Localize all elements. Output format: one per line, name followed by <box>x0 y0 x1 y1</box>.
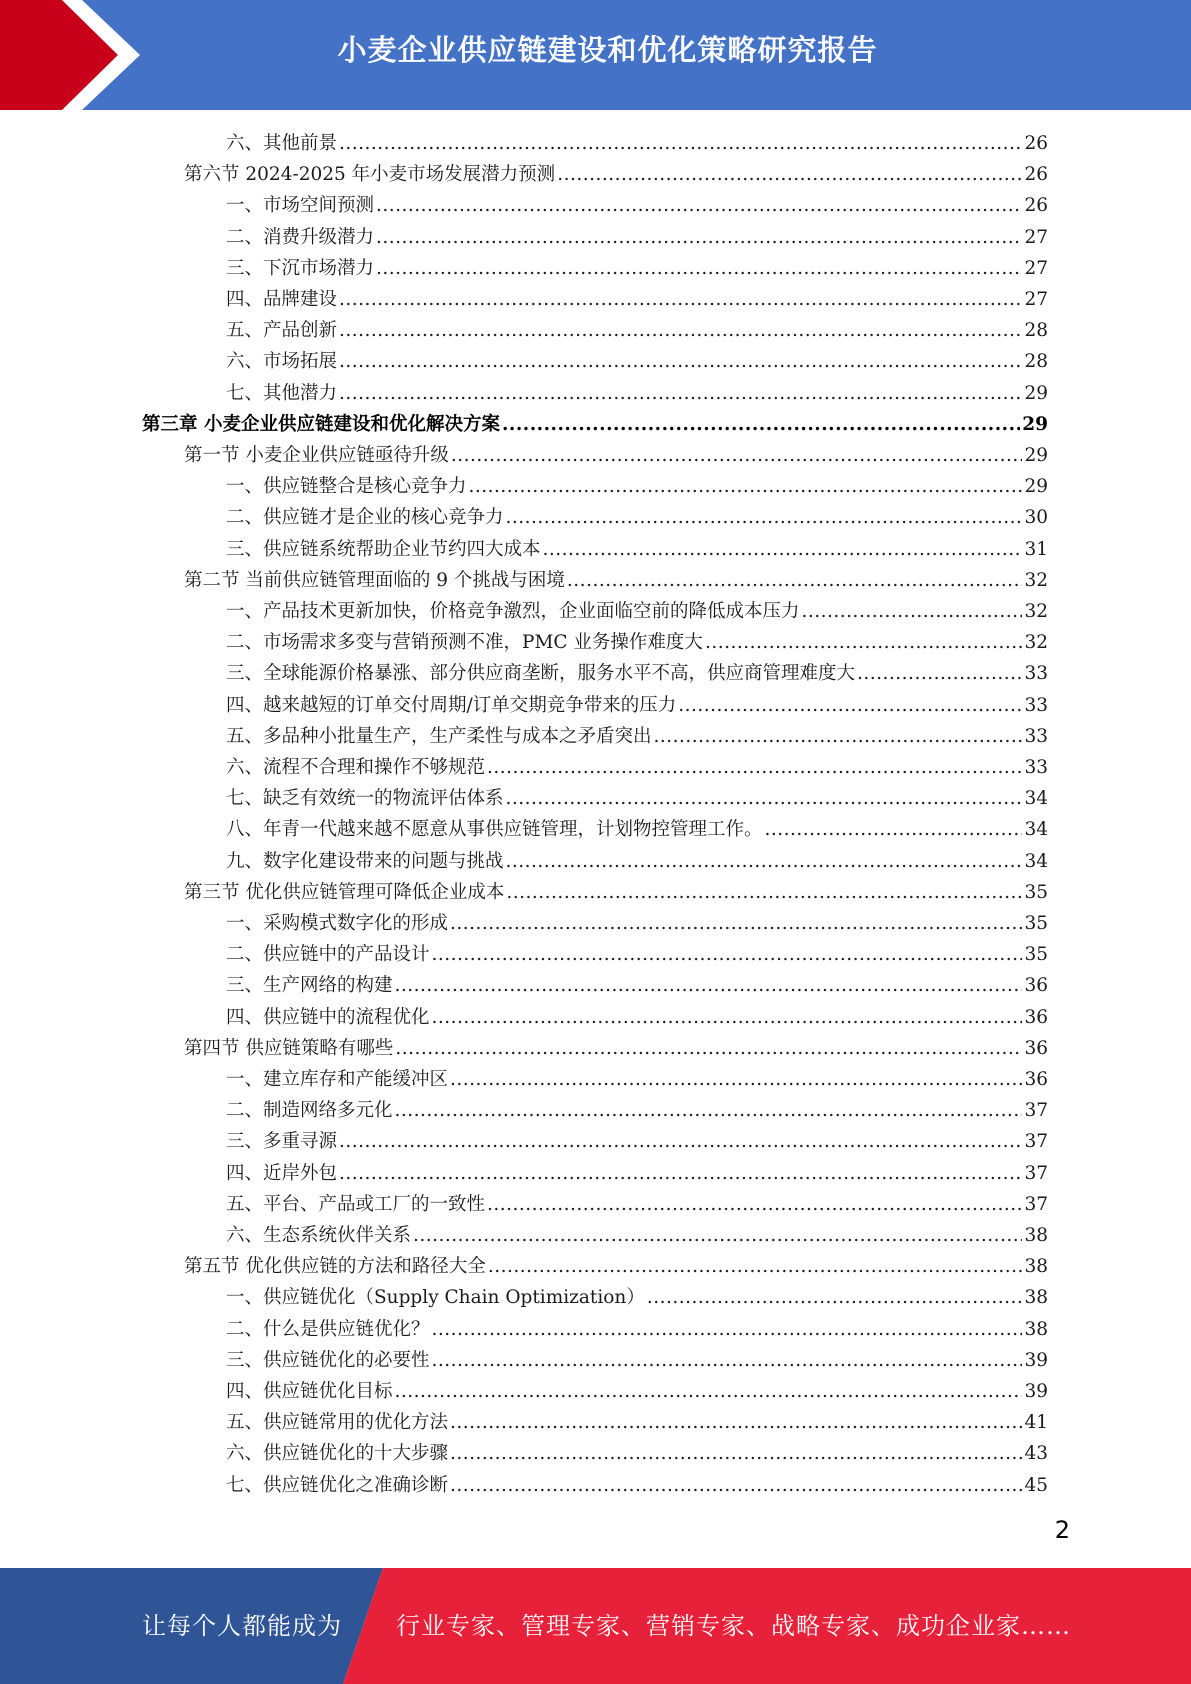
dot-leader <box>450 1064 1022 1095</box>
toc-entry-page: 26 <box>1024 195 1048 217</box>
dot-leader <box>376 253 1022 284</box>
dot-leader <box>802 596 1023 627</box>
toc-entry-title: 六、生态系统伙伴关系 <box>226 1225 412 1246</box>
dot-leader <box>654 721 1023 752</box>
toc-item[interactable] <box>226 1407 1048 1438</box>
dot-leader <box>432 1002 1023 1033</box>
toc-entry-page: 28 <box>1024 320 1048 342</box>
report-title: 小麦企业供应链建设和优化策略研究报告 <box>337 33 878 67</box>
dot-leader <box>395 1376 1023 1407</box>
toc-entry-title: 一、供应链优化（Supply Chain Optimization） <box>226 1287 645 1309</box>
toc-entry-page: 38 <box>1024 1256 1048 1278</box>
toc-item[interactable] <box>226 1158 1048 1189</box>
toc-entry-page: 36 <box>1024 975 1048 997</box>
toc-entry-title: 五、供应链常用的优化方法 <box>226 1412 449 1434</box>
toc-entry-page: 37 <box>1024 1162 1048 1184</box>
toc-entry-title: 一、采购模式数字化的形成 <box>226 913 449 934</box>
toc-entry-title: 八、年青一代越来越不愿意从事供应链管理，计划物控管理工作。 <box>226 819 763 841</box>
toc-entry-title: 二、什么是供应链优化？ <box>226 1318 430 1340</box>
toc-entry-page: 38 <box>1024 1318 1048 1340</box>
toc-entry-page: 26 <box>1024 164 1048 186</box>
dot-leader <box>765 814 1023 845</box>
dot-leader <box>450 1438 1022 1469</box>
toc-entry-page: 29 <box>1024 445 1048 466</box>
dot-leader <box>395 1095 1023 1126</box>
toc-entry-page: 33 <box>1024 663 1048 685</box>
toc-entry-title: 一、供应链整合是核心竞争力 <box>226 476 467 498</box>
toc-entry-title: 第三节 优化供应链管理可降低企业成本 <box>184 881 505 903</box>
toc-item[interactable] <box>226 970 1048 1001</box>
toc-section[interactable] <box>184 565 1048 596</box>
dot-leader <box>488 1251 1023 1282</box>
toc-entry-page: 27 <box>1024 289 1048 310</box>
dot-leader <box>395 970 1023 1001</box>
toc-entry-page: 29 <box>1024 382 1048 404</box>
toc-entry-page: 28 <box>1024 351 1048 373</box>
toc-entry-title: 第三章 小麦企业供应链建设和优化解决方案 <box>142 413 500 435</box>
dot-leader <box>487 752 1022 783</box>
toc-entry-page: 29 <box>1024 476 1048 498</box>
toc-entry-title: 四、品牌建设 <box>226 289 338 310</box>
toc-entry-title: 三、生产网络的构建 <box>226 975 393 997</box>
dot-leader <box>506 846 1023 877</box>
toc-entry-page: 32 <box>1024 601 1048 622</box>
toc-entry-title: 五、平台、产品或工厂的一致性 <box>226 1193 486 1215</box>
dot-leader <box>557 159 1022 190</box>
dot-leader <box>506 502 1023 533</box>
toc-entry-title: 七、缺乏有效统一的物流评估体系 <box>226 788 504 810</box>
dot-leader <box>450 1407 1022 1438</box>
toc-item[interactable] <box>226 284 1048 315</box>
toc-entry-page: 36 <box>1024 1006 1048 1028</box>
toc-entry-title: 二、供应链中的产品设计 <box>226 944 430 966</box>
dot-leader <box>502 409 1020 440</box>
footer-slogan-right: 行业专家、管理专家、营销专家、战略专家、成功企业家…… <box>396 1612 1071 1640</box>
dot-leader <box>543 534 1023 565</box>
toc-item[interactable] <box>226 128 1048 159</box>
dot-leader <box>432 1345 1023 1376</box>
toc-entry-title: 四、越来越短的订单交付周期/订单交期竞争带来的压力 <box>226 694 677 716</box>
toc-entry-title: 第四节 供应链策略有哪些 <box>184 1037 394 1059</box>
dot-leader <box>339 128 1022 159</box>
dot-leader <box>678 690 1022 721</box>
toc-section[interactable] <box>184 1033 1048 1064</box>
toc-entry-page: 45 <box>1024 1474 1048 1496</box>
toc-item[interactable] <box>226 1345 1048 1376</box>
dot-leader <box>567 565 1023 596</box>
toc-entry-title: 四、供应链优化目标 <box>226 1381 393 1402</box>
toc-entry-title: 五、产品创新 <box>226 320 338 342</box>
toc-entry-title: 七、其他潜力 <box>226 382 338 404</box>
toc-section[interactable] <box>184 159 1048 190</box>
toc-item[interactable] <box>226 1470 1048 1501</box>
footer-slogan-left: 让每个人都能成为 <box>142 1612 342 1640</box>
toc-entry-title: 七、供应链优化之准确诊断 <box>226 1474 449 1496</box>
dot-leader <box>413 1220 1022 1251</box>
toc-entry-page: 38 <box>1024 1287 1048 1309</box>
toc-entry-title: 一、产品技术更新加快，价格竞争激烈，企业面临空前的降低成本压力 <box>226 601 800 622</box>
page-number: 2 <box>1054 1516 1070 1544</box>
dot-leader <box>432 1314 1023 1345</box>
report-header <box>0 0 1191 110</box>
dot-leader <box>705 627 1023 658</box>
toc-entry-title: 第二节 当前供应链管理面临的 9 个挑战与困境 <box>184 569 565 591</box>
toc-entry-page: 37 <box>1024 1100 1048 1122</box>
dot-leader <box>647 1282 1023 1313</box>
toc-entry-title: 六、市场拓展 <box>226 351 338 373</box>
toc-entry-title: 三、多重寻源 <box>226 1131 338 1153</box>
dot-leader <box>376 190 1022 221</box>
toc-entry-title: 三、供应链优化的必要性 <box>226 1349 430 1371</box>
toc-entry-page: 32 <box>1024 632 1048 654</box>
toc-entry-title: 第六节 2024-2025 年小麦市场发展潜力预测 <box>184 164 556 186</box>
toc-entry-page: 35 <box>1024 881 1048 903</box>
dot-leader <box>857 658 1022 689</box>
toc-entry-page: 34 <box>1024 819 1048 841</box>
dot-leader <box>339 315 1022 346</box>
dot-leader <box>339 1126 1022 1157</box>
toc-entry-page: 39 <box>1024 1381 1048 1402</box>
dot-leader <box>395 1033 1022 1064</box>
toc-item[interactable] <box>226 1438 1048 1469</box>
toc-entry-title: 二、制造网络多元化 <box>226 1100 393 1122</box>
toc-item[interactable] <box>226 1376 1048 1407</box>
toc-entry-page: 26 <box>1024 133 1048 154</box>
toc-chapter[interactable] <box>142 409 1048 440</box>
toc-item[interactable] <box>226 1282 1048 1313</box>
toc-entry-page: 39 <box>1024 1349 1048 1371</box>
toc-entry-title: 一、市场空间预测 <box>226 195 375 217</box>
toc-entry-page: 29 <box>1022 413 1048 435</box>
dot-leader <box>451 440 1023 471</box>
toc-item[interactable] <box>226 253 1048 284</box>
toc-item[interactable] <box>226 190 1048 221</box>
toc-item[interactable] <box>226 471 1048 502</box>
toc-item[interactable] <box>226 1095 1048 1126</box>
toc-entry-page: 27 <box>1024 226 1048 248</box>
dot-leader <box>469 471 1023 502</box>
toc-entry-page: 27 <box>1024 257 1048 279</box>
toc-entry-title: 二、市场需求多变与营销预测不准，PMC 业务操作难度大 <box>226 632 703 654</box>
toc-entry-page: 36 <box>1024 1037 1048 1059</box>
toc-entry-page: 32 <box>1024 569 1048 591</box>
toc-entry-title: 九、数字化建设带来的问题与挑战 <box>226 850 504 872</box>
toc-section[interactable] <box>184 440 1048 471</box>
toc-entry-title: 第一节 小麦企业供应链亟待升级 <box>184 445 449 466</box>
toc-entry-page: 36 <box>1024 1069 1048 1090</box>
toc-item[interactable] <box>226 534 1048 565</box>
toc-entry-title: 三、全球能源价格暴涨、部分供应商垄断，服务水平不高，供应商管理难度大 <box>226 663 856 685</box>
toc-entry-page: 34 <box>1024 850 1048 872</box>
toc-entry-title: 六、流程不合理和操作不够规范 <box>226 757 486 778</box>
dot-leader <box>506 783 1023 814</box>
toc-entry-page: 43 <box>1024 1443 1048 1465</box>
toc-entry-page: 37 <box>1024 1193 1048 1215</box>
toc-entry-title: 一、建立库存和产能缓冲区 <box>226 1069 449 1090</box>
toc-item[interactable] <box>226 939 1048 970</box>
toc-entry-page: 35 <box>1024 944 1048 966</box>
toc-entry-title: 四、近岸外包 <box>226 1162 338 1184</box>
toc-section[interactable] <box>184 1251 1048 1282</box>
toc-item[interactable] <box>226 721 1048 752</box>
toc-item[interactable] <box>226 378 1048 409</box>
toc-item[interactable] <box>226 846 1048 877</box>
toc-item[interactable] <box>226 596 1048 627</box>
toc-entry-title: 四、供应链中的流程优化 <box>226 1006 430 1028</box>
dot-leader <box>339 284 1022 315</box>
toc-item[interactable] <box>226 502 1048 533</box>
report-footer <box>0 1568 1191 1684</box>
dot-leader <box>487 1189 1022 1220</box>
toc-item[interactable] <box>226 627 1048 658</box>
toc-entry-page: 37 <box>1024 1131 1048 1153</box>
toc-item[interactable] <box>226 1189 1048 1220</box>
dot-leader <box>339 378 1022 409</box>
toc-item[interactable] <box>226 346 1048 377</box>
toc-item[interactable] <box>226 222 1048 253</box>
dot-leader <box>339 346 1022 377</box>
toc-entry-page: 41 <box>1024 1412 1048 1434</box>
dot-leader <box>432 939 1023 970</box>
toc-item[interactable] <box>226 1002 1048 1033</box>
toc-entry-page: 33 <box>1024 757 1048 778</box>
dot-leader <box>376 222 1022 253</box>
toc-entry-title: 三、供应链系统帮助企业节约四大成本 <box>226 538 541 560</box>
toc-item[interactable] <box>226 1126 1048 1157</box>
toc-entry-page: 35 <box>1024 913 1048 934</box>
toc-item[interactable] <box>226 1314 1048 1345</box>
toc-item[interactable] <box>226 908 1048 939</box>
dot-leader <box>450 908 1022 939</box>
toc-entry-page: 33 <box>1024 694 1048 716</box>
dot-leader <box>450 1470 1022 1501</box>
toc-entry-page: 34 <box>1024 788 1048 810</box>
dot-leader <box>339 1158 1022 1189</box>
toc-item[interactable] <box>226 690 1048 721</box>
toc-entry-title: 二、消费升级潜力 <box>226 226 375 248</box>
toc-item[interactable] <box>226 1064 1048 1095</box>
toc-entry-page: 30 <box>1024 507 1048 529</box>
toc-entry-title: 二、供应链才是企业的核心竞争力 <box>226 507 504 529</box>
toc-item[interactable] <box>226 814 1048 845</box>
toc-entry-title: 三、下沉市场潜力 <box>226 257 375 279</box>
toc-entry-page: 33 <box>1024 725 1048 747</box>
dot-leader <box>506 877 1022 908</box>
toc-section[interactable] <box>184 877 1048 908</box>
toc-item[interactable] <box>226 752 1048 783</box>
toc-item[interactable] <box>226 783 1048 814</box>
toc-entry-page: 31 <box>1024 538 1048 560</box>
toc-item[interactable] <box>226 658 1048 689</box>
toc-entry-title: 六、其他前景 <box>226 133 338 154</box>
toc-entry-title: 五、多品种小批量生产，生产柔性与成本之矛盾突出 <box>226 725 652 747</box>
toc-item[interactable] <box>226 1220 1048 1251</box>
toc-entry-page: 38 <box>1024 1225 1048 1246</box>
toc-entry-title: 第五节 优化供应链的方法和路径大全 <box>184 1256 486 1278</box>
toc-entry-title: 六、供应链优化的十大步骤 <box>226 1443 449 1465</box>
toc-item[interactable] <box>226 315 1048 346</box>
